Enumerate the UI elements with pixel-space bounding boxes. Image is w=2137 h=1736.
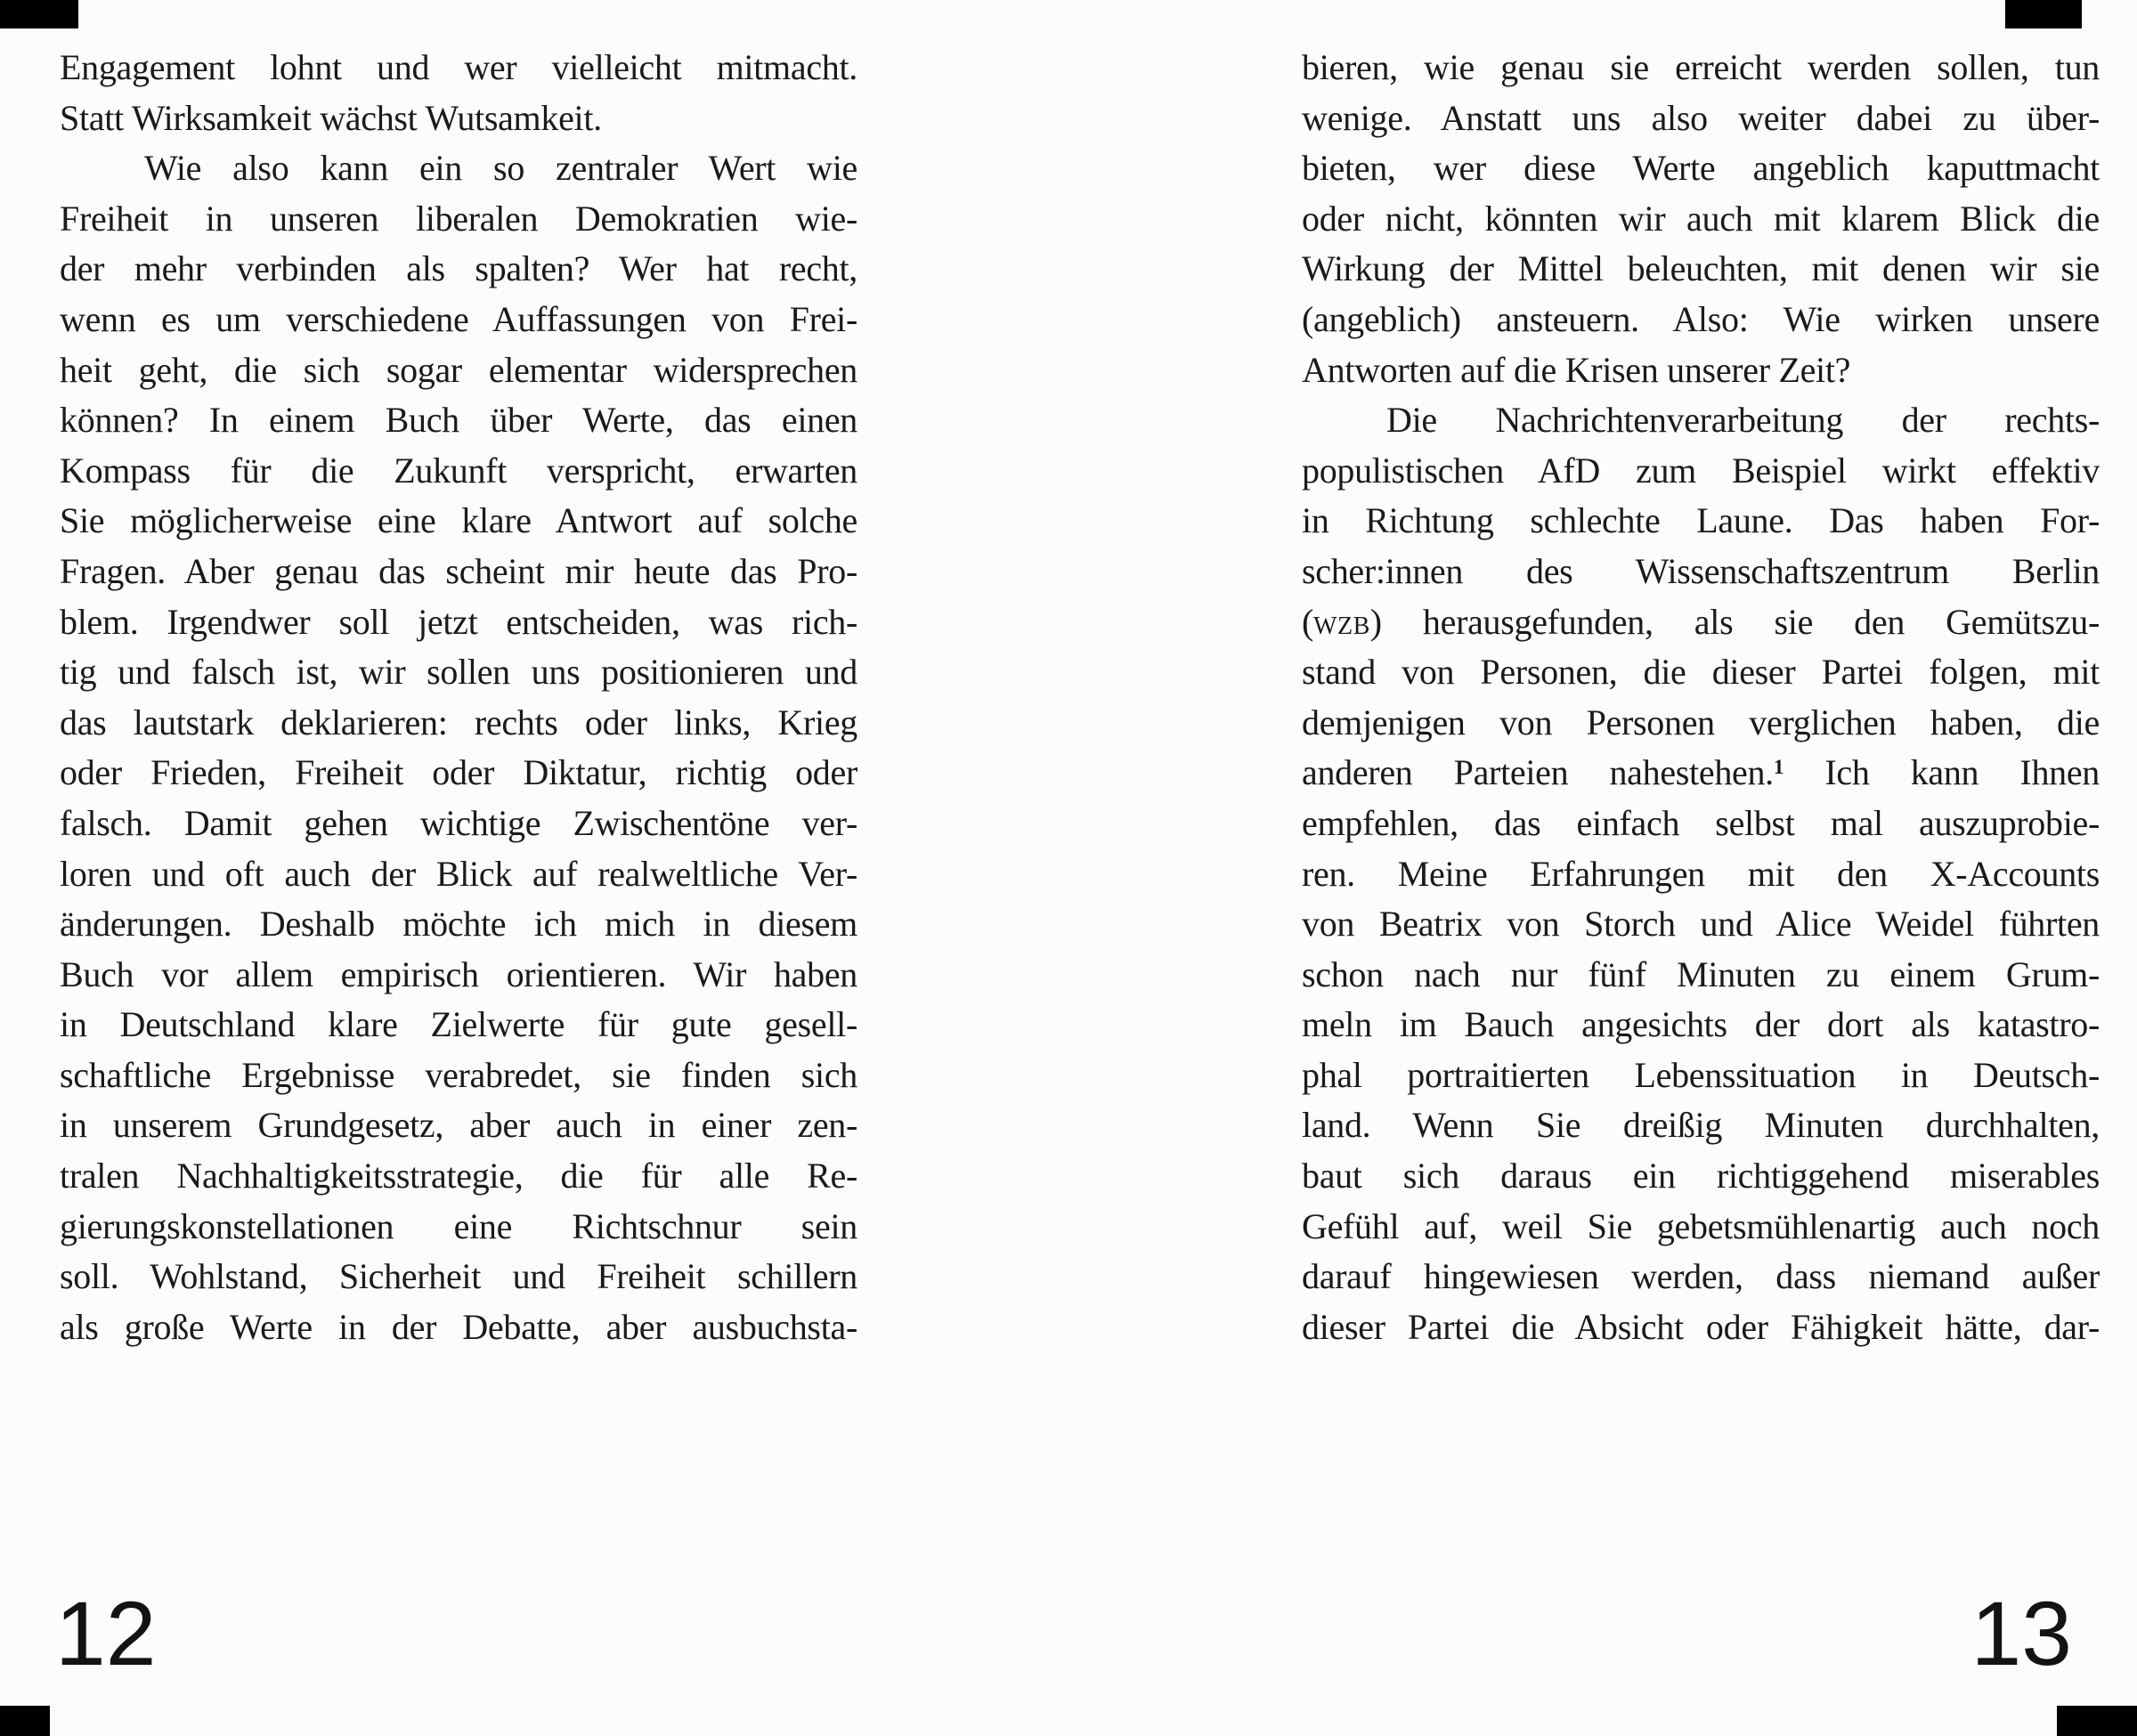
text-line: Antworten auf die Krisen unserer Zeit?	[1302, 349, 1851, 390]
text-line: populistischen AfD zum Beispiel wirkt effektiv	[1302, 450, 2100, 491]
text-line: als große Werte in der Debatte, aber ausbuchsta-	[60, 1306, 857, 1347]
text-line: anderen Parteien nahestehen.$^1$ Ich kann Ihnen	[1302, 752, 2100, 793]
text-line: wenige. Anstatt uns also weiter dabei zu über-	[1302, 97, 2100, 138]
text-line: bieren, wie genau sie erreicht werden sollen, tun	[1302, 47, 2100, 87]
text-line: Engagement lohnt und wer vielleicht mitmacht.	[60, 47, 857, 87]
text-line: schaftliche Ergebnisse verabredet, sie finden sich	[60, 1054, 857, 1095]
text-line: Fragen. Aber genau das scheint mir heute das Pro-	[60, 550, 857, 591]
footnote-marker: 1	[1773, 755, 1784, 779]
text-line: baut sich daraus ein richtiggehend miserables	[1302, 1156, 2100, 1197]
text-line: änderungen. Deshalb möchte ich mich in diesem	[60, 904, 857, 945]
text-line: in unserem Grundgesetz, aber auch in einer zen-	[60, 1105, 857, 1146]
text-line: oder nicht, könnten wir auch mit klarem Blick die	[1302, 198, 2100, 239]
text-line: in Deutschland klare Zielwerte für gute gesell-	[60, 1004, 857, 1045]
text-line: tralen Nachhaltigkeitsstrategie, die für alle Re-	[60, 1156, 857, 1197]
text-line: Wie also kann ein so zentraler Wert wie	[144, 148, 857, 189]
text-line: darauf hingewiesen werden, dass niemand außer	[1302, 1256, 2100, 1297]
page-right-text-block	[1302, 43, 2100, 1352]
page-left-text-block	[60, 43, 857, 1352]
text-line: Buch vor allem empirisch orientieren. Wir haben	[60, 953, 857, 994]
corner-mark-top-right	[2005, 0, 2082, 28]
text-line: phal portraitierten Lebenssituation in Deutsch-	[1302, 1054, 2100, 1095]
text-line: Sie möglicherweise eine klare Antwort auf solche	[60, 500, 857, 541]
text-line: oder Frieden, Freiheit oder Diktatur, richtig oder	[60, 752, 857, 793]
text-line: (wzb) herausgefunden, als sie den Gemütszu-	[1302, 601, 2100, 642]
corner-mark-top-left	[0, 0, 78, 28]
text-line: das lautstark deklarieren: rechts oder links, Krieg	[60, 702, 857, 742]
text-line: scher:innen des Wissenschaftszentrum Berlin	[1302, 550, 2100, 591]
text-line: können? In einem Buch über Werte, das einen	[60, 400, 857, 441]
text-line: empfehlen, das einfach selbst mal auszuprobie-	[1302, 802, 2100, 843]
text-line: stand von Personen, die dieser Partei folgen, mit	[1302, 652, 2100, 693]
text-line: Statt Wirksamkeit wächst Wutsamkeit.	[60, 97, 602, 138]
smallcaps-wzb: wzb	[1313, 601, 1370, 642]
text-line: Wirkung der Mittel beleuchten, mit denen wir sie	[1302, 248, 2100, 289]
corner-mark-bottom-left	[0, 1706, 50, 1736]
text-line: dieser Partei die Absicht oder Fähigkeit hätte, dar-	[1302, 1306, 2100, 1347]
text-line: Freiheit in unseren liberalen Demokratien wie-	[60, 198, 857, 239]
text-line: von Beatrix von Storch und Alice Weidel führten	[1302, 904, 2100, 945]
text-line: heit geht, die sich sogar elementar widersprechen	[60, 349, 857, 390]
text-line: blem. Irgendwer soll jetzt entscheiden, was rich-	[60, 601, 857, 642]
text-line: bieten, wer diese Werte angeblich kaputtmacht	[1302, 148, 2100, 189]
text-line: schon nach nur fünf Minuten zu einem Grum-	[1302, 953, 2100, 994]
text-line: demjenigen von Personen verglichen haben, die	[1302, 702, 2100, 742]
text-line: (angeblich) ansteuern. Also: Wie wirken unsere	[1302, 298, 2100, 339]
text-line: loren und oft auch der Blick auf realweltliche Ver-	[60, 853, 857, 894]
text-line: meln im Bauch angesichts der dort als katastro-	[1302, 1004, 2100, 1045]
text-line: ren. Meine Erfahrungen mit den X-Accounts	[1302, 853, 2100, 894]
text-line: Die Nachrichtenverarbeitung der rechts-	[1386, 400, 2100, 441]
page-number-left: 12	[55, 1583, 157, 1684]
text-line: land. Wenn Sie dreißig Minuten durchhalten,	[1302, 1105, 2100, 1146]
text-line: gierungskonstellationen eine Richtschnur sein	[60, 1205, 857, 1246]
page-number-right: 13	[1970, 1583, 2072, 1684]
text-line: soll. Wohlstand, Sicherheit und Freiheit schillern	[60, 1256, 857, 1297]
text-line: in Richtung schlechte Laune. Das haben For-	[1302, 500, 2100, 541]
corner-mark-bottom-right	[2057, 1706, 2137, 1736]
text-line: tig und falsch ist, wir sollen uns positionieren und	[60, 652, 857, 693]
text-line: wenn es um verschiedene Auffassungen von Frei-	[60, 298, 857, 339]
text-line: Kompass für die Zukunft verspricht, erwarten	[60, 450, 857, 491]
text-line: falsch. Damit gehen wichtige Zwischentöne ver-	[60, 802, 857, 843]
text-line: Gefühl auf, weil Sie gebetsmühlenartig auch noch	[1302, 1205, 2100, 1246]
text-line: der mehr verbinden als spalten? Wer hat recht,	[60, 248, 857, 289]
